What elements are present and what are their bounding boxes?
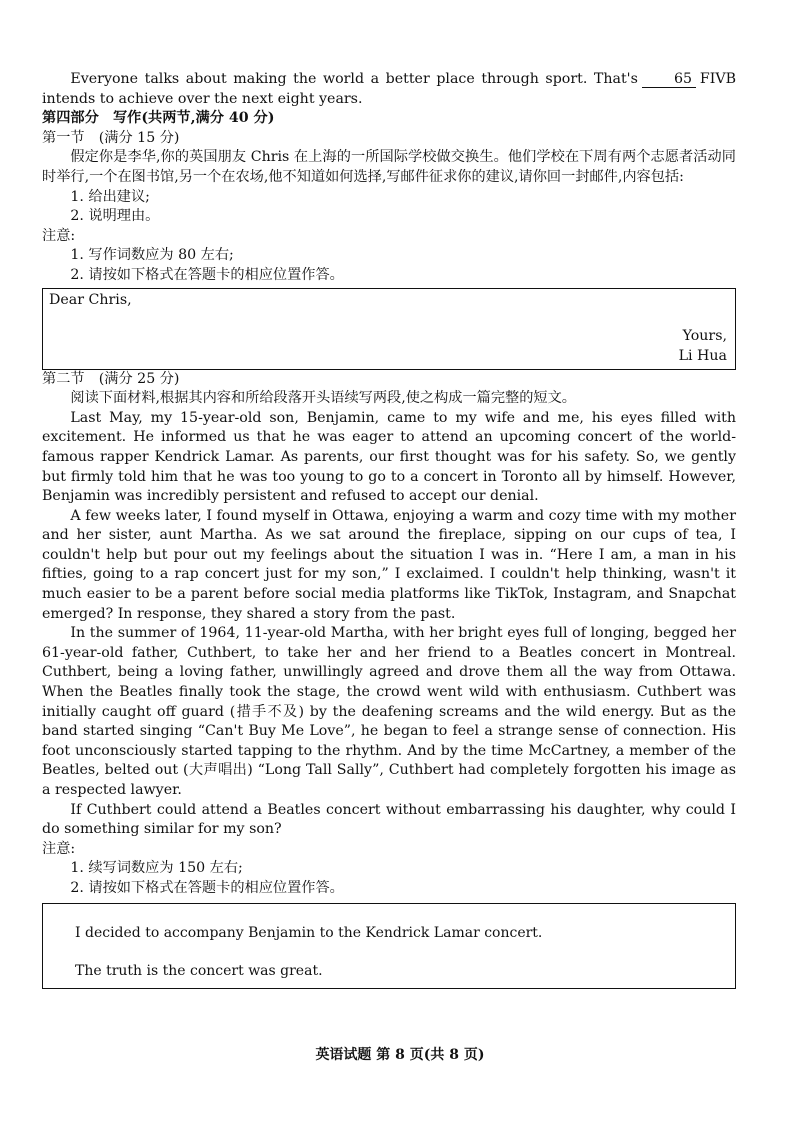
letter-greeting: Dear Chris, [49, 291, 132, 308]
section1-note: 1. 写作词数应为 80 左右; [70, 247, 234, 264]
letter-closing: Yours, [682, 328, 727, 345]
intro-paragraph [42, 70, 736, 109]
page-footer: 英语试题 第 8 页(共 8 页) [315, 1047, 485, 1063]
letter-signoff [679, 327, 727, 366]
intro-text-end: FIVB intends to achieve over the next eight years. [42, 71, 736, 107]
section1-note-label: 注意: [42, 227, 76, 244]
exam-page [42, 70, 736, 989]
section1-prompt: 假定你是李华,你的英国朋友 Chris 在上海的一所国际学校做交换生。他们学校在下周有两个志愿者活动同时举行,一个在图书馆,另一个在农场,他不知道如何选择,写邮件征求你的建议,请你回一封邮件,内容包括: [42, 149, 736, 185]
opener-sentence: I decided to accompany Benjamin to the Kendrick Lamar concert. [75, 924, 543, 941]
section1-note: 2. 请按如下格式在答题卡的相应位置作答。 [70, 266, 344, 283]
part4-heading: 第四部分 写作(共两节,满分 40 分) [42, 110, 275, 127]
section2-note: 2. 请按如下格式在答题卡的相应位置作答。 [70, 879, 344, 896]
letter-answer-box [42, 288, 736, 370]
continuation-answer-box [42, 903, 736, 989]
story-paragraph: In the summer of 1964, 11-year-old Martha, with her bright eyes full of longing, begged her 61-year-old father, Cuthbert, to take her and her friend to a Beatles concert in Montreal. Cuthbert, being a loving father, unwillingly agreed and drove them all the way from Ottawa. When the Beatles finally took the stage, the crowd went wild with enthusiasm. Cuthbert was initially caught off guard (措手不及) by the deafening screams and the wild energy. But as the band started singing “Can't Buy Me Love”, he began to feel a strange sense of connection. His foot unconsciously started tapping to the rhythm. And by the time McCartney, a member of the Beatles, belted out (大声唱出) “Long Tall Sally”, Cuthbert had completely forgotten his image as a respected lawyer. [42, 625, 736, 798]
story-paragraph: Last May, my 15-year-old son, Benjamin, came to my wife and me, his eyes filled with excitement. He informed us that he was eager to attend an upcoming concert of the world-famous rapper Kendrick Lamar. As parents, our first thought was for his safety. So, we gently but firmly told him that he was too young to go to a concert in Toronto all by himself. However, Benjamin was incredibly persistent and refused to accept our denial. [42, 409, 736, 505]
story-paragraph: A few weeks later, I found myself in Ottawa, enjoying a warm and cozy time with my mother and her sister, aunt Martha. As we sat around the fireplace, sipping on our cups of tea, I couldn't help but pour out my feelings about the situation I was in. “Here I am, a man in his fifties, going to a rap concert just for my son,” I exclaimed. I couldn't help thinking, wasn't it much easier to be a parent before social media platforms like TikTok, Instagram, and Snapchat emerged? In response, they shared a story from the past. [42, 507, 736, 622]
section2-instruction: 阅读下面材料,根据其内容和所给段落开头语续写两段,使之构成一篇完整的短文。 [70, 390, 576, 407]
section2-note-label: 注意: [42, 840, 76, 857]
section2-heading: 第二节 (满分 25 分) [42, 370, 180, 387]
section2-note: 1. 续写词数应为 150 左右; [70, 860, 243, 877]
intro-text: Everyone talks about making the world a better place through sport. That's [70, 71, 638, 87]
section1-heading: 第一节 (满分 15 分) [42, 129, 180, 146]
opener-sentence: The truth is the concert was great. [75, 962, 323, 979]
story-paragraph: If Cuthbert could attend a Beatles concert without embarrassing his daughter, why could I do something similar for my son? [42, 801, 736, 838]
section1-item: 1. 给出建议; [70, 188, 150, 205]
section1-item: 2. 说明理由。 [70, 208, 160, 225]
letter-signature: Li Hua [678, 347, 727, 364]
blank-65: 65 [642, 71, 696, 88]
